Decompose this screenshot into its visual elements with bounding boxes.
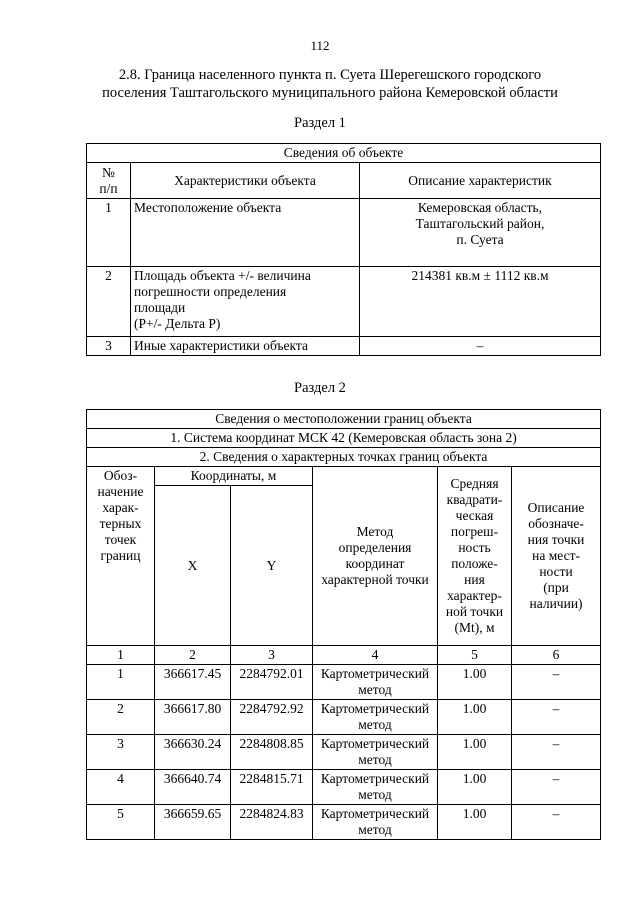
title-line-1: 2.8. Граница населенного пункта п. Суета Шерегешского городского bbox=[118, 67, 542, 83]
characteristic-line: Площадь объекта +/- величина bbox=[134, 268, 311, 283]
header-line: харак- bbox=[102, 500, 139, 515]
header-line: Описание bbox=[527, 500, 585, 515]
header-line: границ bbox=[100, 548, 141, 563]
table-row bbox=[87, 735, 601, 770]
column-number: 2 bbox=[155, 646, 231, 665]
column-number: 1 bbox=[87, 646, 155, 665]
boundary-table-title: Сведения о местоположении границ объекта bbox=[87, 410, 601, 429]
header-line: (при bbox=[543, 580, 569, 595]
point-description: – bbox=[512, 770, 601, 805]
point-error: 1.00 bbox=[438, 735, 512, 770]
header-line: наличии) bbox=[529, 596, 583, 611]
header-number-line: № bbox=[102, 164, 115, 180]
points-subtitle: 2. Сведения о характерных точках границ объекта bbox=[87, 448, 601, 467]
characteristic-line: Местоположение объекта bbox=[134, 200, 282, 215]
boundary-points-table bbox=[86, 409, 601, 840]
point-x: 366640.74 bbox=[155, 770, 231, 805]
row-description bbox=[360, 267, 601, 337]
method-line: Картометрический bbox=[320, 736, 430, 751]
point-error: 1.00 bbox=[438, 805, 512, 840]
description-line: 214381 кв.м ± 1112 кв.м bbox=[411, 268, 549, 283]
point-description: – bbox=[512, 735, 601, 770]
method-line: Картометрический bbox=[320, 806, 430, 821]
point-error: 1.00 bbox=[438, 700, 512, 735]
header-line: ния точки bbox=[527, 532, 585, 547]
header-x: X bbox=[155, 486, 231, 646]
header-coordinates: Координаты, м bbox=[155, 467, 313, 486]
table-row bbox=[87, 199, 601, 267]
method-line: метод bbox=[358, 717, 392, 732]
header-line: Средняя bbox=[450, 476, 499, 491]
header-line: точек bbox=[104, 532, 137, 547]
header-line: ной точки bbox=[445, 604, 504, 619]
header-line: ность bbox=[458, 540, 491, 555]
table-row bbox=[87, 267, 601, 337]
header-point-designation bbox=[87, 467, 155, 646]
section-2-heading: Раздел 2 bbox=[294, 380, 346, 396]
point-method bbox=[313, 665, 438, 700]
method-line: метод bbox=[358, 787, 392, 802]
table-row bbox=[87, 700, 601, 735]
point-method bbox=[313, 735, 438, 770]
header-line: на мест- bbox=[532, 548, 580, 563]
method-line: метод bbox=[358, 682, 392, 697]
header-line: характер- bbox=[447, 588, 502, 603]
header-line: начение bbox=[97, 484, 144, 499]
table-row bbox=[87, 770, 601, 805]
row-number: 3 bbox=[87, 337, 131, 356]
point-y: 2284824.83 bbox=[231, 805, 313, 840]
object-info-table bbox=[86, 143, 601, 356]
column-number: 4 bbox=[313, 646, 438, 665]
characteristic-line: Иные характеристики объекта bbox=[134, 338, 308, 353]
point-id: 1 bbox=[87, 665, 155, 700]
header-line: координат bbox=[345, 556, 405, 571]
header-method bbox=[313, 467, 438, 646]
point-description: – bbox=[512, 805, 601, 840]
point-description: – bbox=[512, 700, 601, 735]
row-characteristic bbox=[131, 267, 360, 337]
header-number-line: п/п bbox=[99, 180, 118, 196]
header-line: Метод bbox=[356, 524, 394, 539]
coordinate-system: 1. Система координат МСК 42 (Кемеровская область зона 2) bbox=[87, 429, 601, 448]
header-point-description bbox=[512, 467, 601, 646]
point-x: 366617.80 bbox=[155, 700, 231, 735]
method-line: метод bbox=[358, 822, 392, 837]
table-row bbox=[87, 805, 601, 840]
point-error: 1.00 bbox=[438, 770, 512, 805]
row-characteristic bbox=[131, 199, 360, 267]
header-line: Обоз- bbox=[103, 468, 138, 483]
header-line: характерной точки bbox=[321, 572, 429, 587]
column-number: 6 bbox=[512, 646, 601, 665]
header-line: ности bbox=[539, 564, 573, 579]
header-line: (Mt), м bbox=[454, 620, 495, 635]
point-y: 2284792.92 bbox=[231, 700, 313, 735]
section-1-heading: Раздел 1 bbox=[294, 115, 346, 131]
header-line: положе- bbox=[451, 556, 498, 571]
point-description: – bbox=[512, 665, 601, 700]
header-line: терных bbox=[99, 516, 142, 531]
point-x: 366630.24 bbox=[155, 735, 231, 770]
table-row bbox=[87, 665, 601, 700]
point-x: 366659.65 bbox=[155, 805, 231, 840]
method-line: Картометрический bbox=[320, 666, 430, 681]
description-line: п. Суета bbox=[456, 232, 504, 247]
description-line: – bbox=[476, 338, 484, 353]
point-id: 5 bbox=[87, 805, 155, 840]
column-number: 5 bbox=[438, 646, 512, 665]
description-line: Кемеровская область, bbox=[417, 200, 543, 215]
row-number: 2 bbox=[87, 267, 131, 337]
header-error bbox=[438, 467, 512, 646]
row-number: 1 bbox=[87, 199, 131, 267]
row-characteristic bbox=[131, 337, 360, 356]
header-line: квадрати- bbox=[446, 492, 503, 507]
header-number bbox=[87, 163, 131, 199]
header-characteristics: Характеристики объекта bbox=[131, 163, 360, 199]
point-method bbox=[313, 805, 438, 840]
point-id: 4 bbox=[87, 770, 155, 805]
column-numbers-row bbox=[87, 646, 601, 665]
point-id: 3 bbox=[87, 735, 155, 770]
point-x: 366617.45 bbox=[155, 665, 231, 700]
document-title bbox=[40, 66, 620, 102]
row-description bbox=[360, 199, 601, 267]
point-error: 1.00 bbox=[438, 665, 512, 700]
header-y: Y bbox=[231, 486, 313, 646]
point-method bbox=[313, 770, 438, 805]
description-line: Таштагольский район, bbox=[415, 216, 545, 231]
point-y: 2284792.01 bbox=[231, 665, 313, 700]
object-info-table-title: Сведения об объекте bbox=[87, 144, 601, 163]
header-line: ния bbox=[464, 572, 485, 587]
method-line: Картометрический bbox=[320, 771, 430, 786]
header-description: Описание характеристик bbox=[360, 163, 601, 199]
point-y: 2284815.71 bbox=[231, 770, 313, 805]
header-line: ческая bbox=[455, 508, 494, 523]
point-method bbox=[313, 700, 438, 735]
characteristic-line: (Р+/- Дельта Р) bbox=[134, 316, 221, 331]
point-y: 2284808.85 bbox=[231, 735, 313, 770]
header-line: определения bbox=[338, 540, 412, 555]
method-line: метод bbox=[358, 752, 392, 767]
row-description bbox=[360, 337, 601, 356]
method-line: Картометрический bbox=[320, 701, 430, 716]
column-number: 3 bbox=[231, 646, 313, 665]
characteristic-line: погрешности определения bbox=[134, 284, 287, 299]
header-line: обозначе- bbox=[528, 516, 584, 531]
page-number: 112 bbox=[310, 38, 330, 53]
table-row bbox=[87, 337, 601, 356]
header-line: погреш- bbox=[450, 524, 499, 539]
title-line-2: поселения Таштагольского муниципального района Кемеровской области bbox=[102, 85, 558, 101]
characteristic-line: площади bbox=[134, 300, 186, 315]
point-id: 2 bbox=[87, 700, 155, 735]
